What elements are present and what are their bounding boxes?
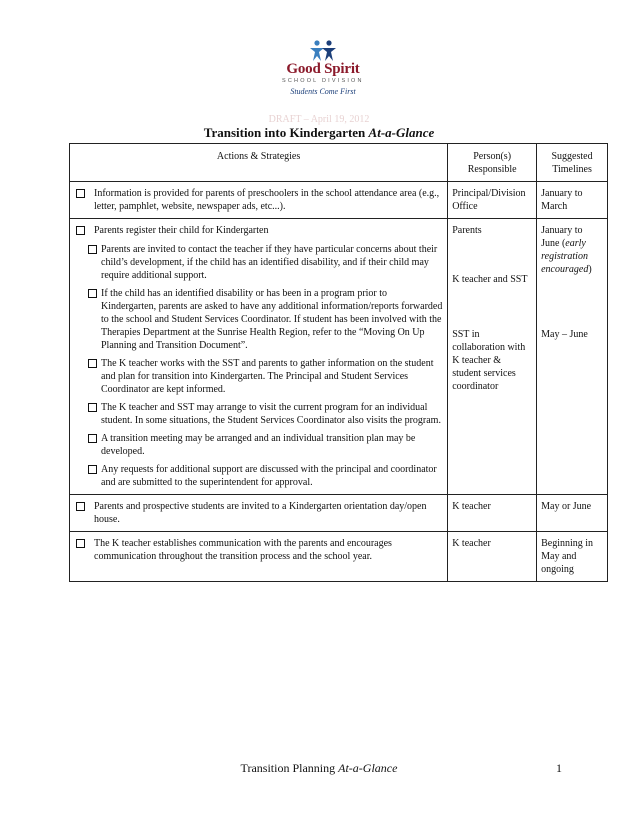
- checkbox-icon[interactable]: [88, 465, 97, 474]
- person-entry: K teacher and SST: [452, 274, 528, 285]
- list-item: Any requests for additional support are discussed with the principal and coordinator and are submitted to the superintendent for approval.: [74, 463, 443, 489]
- logo-tagline: Students Come First: [290, 87, 356, 96]
- action-cell: The K teacher establishes communication with the parents and encourages communication throughout the transition process and the school year.: [70, 532, 448, 582]
- list-item: If the child has an identified disability or has been in a program prior to Kindergarten, parents are asked to have any additional information/reports forwarded to the school and Student Services Coordinator. If student has been involved with the Therapies Department at the Sunrise Health Region, refer to the “Moving On Up Planning and Transition Document”.: [74, 287, 443, 352]
- school-division-logo: [268, 40, 378, 102]
- draft-watermark: DRAFT – April 19, 2012: [268, 114, 370, 125]
- page-number: 1: [556, 761, 562, 775]
- header-actions: Actions & Strategies: [70, 144, 448, 182]
- action-cell: Information is provided for parents of preschoolers in the school attendance area (e.g., letter, pamphlet, website, newspaper ads, etc...).: [70, 182, 448, 219]
- action-cell: Parents register their child for Kindergarten Parents are invited to contact the teacher if they have particular concerns about their child’s development, if the child has an identified disability, and if their child may require additional support. If the child has an identified disability or has been in a program prior to Kindergarten, parents are asked to have any additional information/reports forwarded to the school and Student Services Coordinator. If student has been involved with the Therapies Department at the Sunrise Health Region, refer to the “Moving On Up Planning and Transition Document”. The K teacher works with the SST and parents to gather information on the student and plan for transition into Kindergarten. The Principal and Student Services Coordinator are kept informed. The K teacher and SST may arrange to visit the current program for an individual student. In some situations, the Student Services Coordinator also visits the program. A transition meeting may be arranged and an individual transition plan may be developed. Any requests for additional support are discussed with the principal and coordinator and are submitted to the superintendent for approval.: [70, 219, 448, 495]
- table-row: [70, 532, 608, 582]
- person-cell: K teacher: [448, 532, 537, 582]
- timeline-cell: [537, 219, 608, 495]
- action-cell: Parents and prospective students are invited to a Kindergarten orientation day/open house.: [70, 495, 448, 532]
- person-cell: K teacher: [448, 495, 537, 532]
- checkbox-icon[interactable]: [88, 289, 97, 298]
- footer-title: Transition Planning At-a-Glance: [240, 761, 398, 775]
- person-cell: [448, 219, 537, 495]
- table-header-row: [70, 144, 608, 182]
- table-row: [70, 219, 608, 495]
- checkbox-icon[interactable]: [76, 226, 85, 235]
- header-person: Person(s) Responsible: [448, 144, 537, 182]
- checkbox-icon[interactable]: [76, 502, 85, 511]
- checkbox-icon[interactable]: [88, 359, 97, 368]
- list-item: The K teacher and SST may arrange to visit the current program for an individual student. In some situations, the Student Services Coordinator also visits the program.: [74, 401, 443, 427]
- timeline-cell: May or June: [537, 495, 608, 532]
- list-item: A transition meeting may be arranged and an individual transition plan may be developed.: [74, 432, 443, 458]
- checkbox-icon[interactable]: [76, 189, 85, 198]
- list-item: The K teacher works with the SST and parents to gather information on the student and plan for transition into Kindergarten. The Principal and Student Services Coordinator are kept informed.: [74, 357, 443, 396]
- sub-action-list: [74, 243, 443, 489]
- checkbox-icon[interactable]: [88, 403, 97, 412]
- transition-table: [69, 143, 608, 582]
- person-cell: Principal/Division Office: [448, 182, 537, 219]
- checkbox-icon[interactable]: [76, 539, 85, 548]
- timeline-cell: January to March: [537, 182, 608, 219]
- document-title: [0, 125, 638, 140]
- table-row: [70, 495, 608, 532]
- people-figures-icon: [308, 40, 338, 62]
- table-row: [70, 182, 608, 219]
- title-italic: At-a-Glance: [368, 125, 435, 140]
- timeline-cell: Beginning in May and ongoing: [537, 532, 608, 582]
- checkbox-icon[interactable]: [88, 434, 97, 443]
- timeline-entry: January to June (early registration encouraged): [541, 225, 592, 275]
- timeline-entry: May – June: [541, 329, 588, 340]
- checkbox-icon[interactable]: [88, 245, 97, 254]
- person-entry: SST in collaboration with K teacher & student services coordinator: [452, 329, 526, 392]
- logo-brand-text: Good Spirit: [286, 61, 360, 77]
- list-item: Parents are invited to contact the teacher if they have particular concerns about their child’s development, if the child has an identified disability, and if their child may require additional support.: [74, 243, 443, 282]
- title-main: Transition into Kindergarten: [203, 125, 366, 140]
- person-entry: Parents: [452, 225, 482, 236]
- logo-subtitle: SCHOOL DIVISION: [282, 78, 364, 84]
- header-timeline: Suggested Timelines: [537, 144, 608, 182]
